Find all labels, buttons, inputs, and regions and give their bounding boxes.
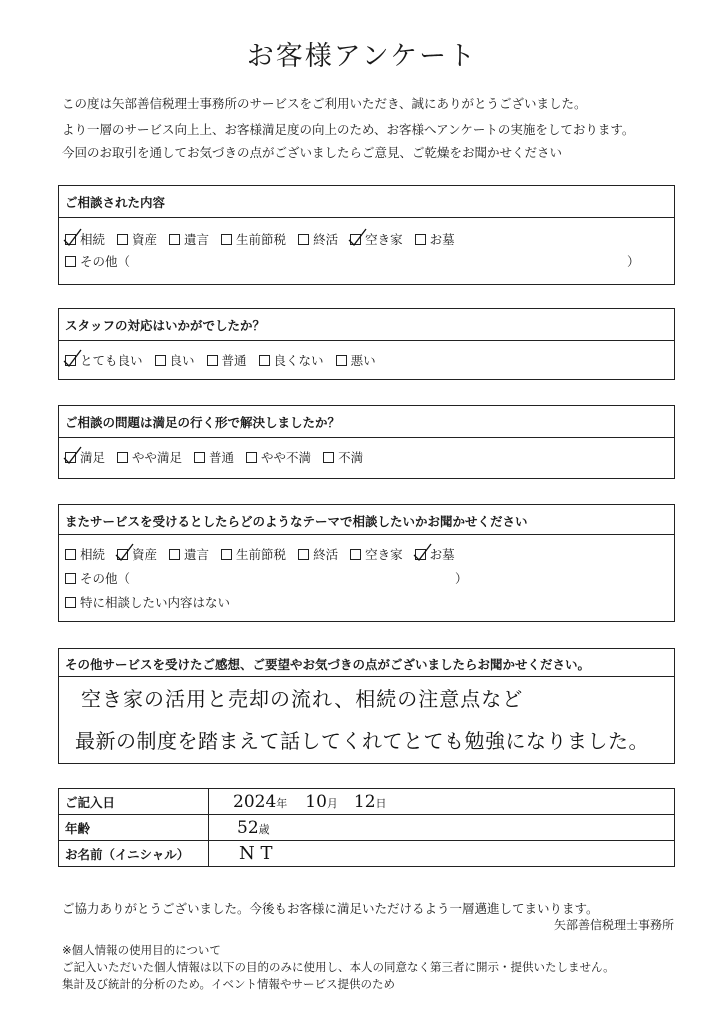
- q1-consultation-topics: [58, 185, 675, 285]
- q4-checkbox-6[interactable]: [415, 549, 426, 560]
- q1-option-label-2: 遺言: [184, 232, 210, 247]
- q4-option-1[interactable]: [117, 545, 157, 563]
- q1-checkbox-1[interactable]: [117, 234, 128, 245]
- q1-option-label-1: 資産: [132, 232, 158, 247]
- q5-answer-line-2: 最新の制度を踏まえて話してくれてとても勉強になりました。: [75, 729, 649, 753]
- q1-option-3[interactable]: [221, 230, 286, 248]
- q4-option-label-1: 資産: [132, 547, 158, 562]
- date-field[interactable]: [209, 789, 675, 815]
- q1-checkbox-3[interactable]: [221, 234, 232, 245]
- q4-checkbox-0[interactable]: [65, 549, 76, 560]
- privacy-title: ※個人情報の使用目的について: [62, 943, 221, 957]
- q4-none-checkbox[interactable]: [65, 597, 76, 608]
- q1-option-1[interactable]: [117, 230, 157, 248]
- q1-title: ご相談された内容: [65, 195, 166, 210]
- q4-checkbox-1[interactable]: [117, 549, 128, 560]
- q1-options: [65, 230, 467, 248]
- q2-option-label-2: 普通: [221, 353, 247, 368]
- check-mark-icon: [62, 227, 82, 247]
- q1-checkbox-4[interactable]: [298, 234, 309, 245]
- q4-title: またサービスを受けるとしたらどのようなテーマで相談したいかお聞かせください: [65, 514, 528, 529]
- age-label: 年齢: [59, 815, 209, 841]
- q2-option-0[interactable]: [65, 351, 143, 369]
- date-year: 2024: [233, 791, 277, 812]
- office-name: 矢部善信税理士事務所: [553, 918, 674, 932]
- q4-option-label-2: 遺言: [184, 547, 210, 562]
- q4-header: [59, 505, 674, 535]
- q3-option-label-3: やや不満: [261, 450, 312, 465]
- q1-checkbox-6[interactable]: [415, 234, 426, 245]
- privacy-line-1: ご記入いただいた個人情報は以下の目的のみに使用し、本人の同意なく第三者に開示・提供いたしません。: [62, 960, 615, 974]
- name-field[interactable]: [209, 841, 675, 867]
- q3-option-0[interactable]: [65, 448, 105, 466]
- q4-checkbox-4[interactable]: [298, 549, 309, 560]
- q1-other-checkbox[interactable]: [65, 256, 76, 267]
- intro-line-3: 今回のお取引を通してお気づきの点がございましたらご意見、ご乾燥をお聞かせください: [62, 145, 563, 160]
- respondent-info-table: [58, 788, 675, 867]
- q2-option-label-1: 良い: [169, 353, 195, 368]
- q2-option-1[interactable]: [155, 351, 195, 369]
- q2-option-3[interactable]: [259, 351, 324, 369]
- q4-none-row: [65, 593, 230, 611]
- q4-other-checkbox[interactable]: [65, 573, 76, 584]
- q3-checkbox-3[interactable]: [246, 452, 257, 463]
- check-mark-icon: [114, 542, 134, 562]
- check-mark-icon: [62, 445, 82, 465]
- q2-checkbox-3[interactable]: [259, 355, 270, 366]
- q2-checkbox-1[interactable]: [155, 355, 166, 366]
- thanks-message: ご協力ありがとうございました。今後もお客様に満足いただけるよう一層邁進してまいります。: [62, 901, 599, 916]
- q3-option-1[interactable]: [117, 448, 182, 466]
- q2-option-label-0: とても良い: [80, 353, 143, 368]
- q4-none-label: 特に相談したい内容はない: [80, 595, 231, 610]
- q5-header: [59, 649, 674, 677]
- intro-line-1: この度は矢部善信税理士事務所のサービスをご利用いただき、誠にありがとうございました。: [62, 96, 587, 111]
- day-unit: 日: [375, 796, 387, 810]
- q4-option-5[interactable]: [350, 545, 403, 563]
- q3-option-2[interactable]: [194, 448, 234, 466]
- year-unit: 年: [276, 796, 288, 810]
- q2-checkbox-0[interactable]: [65, 355, 76, 366]
- q3-option-4[interactable]: [323, 448, 363, 466]
- page-title: お客様アンケート: [246, 41, 478, 72]
- q4-option-4[interactable]: [298, 545, 338, 563]
- q2-option-4[interactable]: [336, 351, 376, 369]
- q4-checkbox-3[interactable]: [221, 549, 232, 560]
- q5-answer-line-1: 空き家の活用と売却の流れ、相続の注意点など: [81, 687, 524, 711]
- q1-checkbox-2[interactable]: [169, 234, 180, 245]
- q1-option-label-5: 空き家: [365, 232, 403, 247]
- age-unit: 歳: [258, 822, 270, 836]
- check-mark-icon: [347, 227, 367, 247]
- date-day: 12: [353, 791, 376, 812]
- q2-header: [59, 309, 674, 341]
- q4-option-0[interactable]: [65, 545, 105, 563]
- info-row-name: [59, 841, 675, 867]
- q4-option-label-6: お墓: [429, 547, 455, 562]
- q1-option-4[interactable]: [298, 230, 338, 248]
- q1-option-label-4: 終活: [313, 232, 339, 247]
- q1-header: [59, 186, 674, 218]
- q1-option-2[interactable]: [169, 230, 209, 248]
- q3-resolution: [58, 405, 675, 479]
- q3-title: ご相談の問題は満足の行く形で解決しましたか？: [65, 415, 341, 430]
- q1-option-5[interactable]: [350, 230, 403, 248]
- q2-title: スタッフの対応はいかがでしたか？: [65, 318, 266, 333]
- age-field[interactable]: [209, 815, 675, 841]
- info-row-date: [59, 789, 675, 815]
- q4-option-label-4: 終活: [313, 547, 339, 562]
- q1-option-label-6: お墓: [429, 232, 455, 247]
- q4-other-label: その他（: [80, 571, 131, 586]
- q2-option-2[interactable]: [207, 351, 247, 369]
- name-label: お名前（イニシャル）: [59, 841, 209, 867]
- q4-option-3[interactable]: [221, 545, 286, 563]
- q4-checkbox-5[interactable]: [350, 549, 361, 560]
- q1-other-label: その他（: [80, 254, 131, 269]
- info-row-age: [59, 815, 675, 841]
- q4-other-row: [65, 569, 130, 587]
- q3-checkbox-4[interactable]: [323, 452, 334, 463]
- q1-option-6[interactable]: [415, 230, 455, 248]
- q2-option-label-3: 良くない: [273, 353, 324, 368]
- q3-checkbox-0[interactable]: [65, 452, 76, 463]
- q4-future-topics: [58, 504, 675, 622]
- q4-option-label-3: 生前節税: [236, 547, 287, 562]
- q3-option-3[interactable]: [246, 448, 311, 466]
- q1-option-label-3: 生前節税: [236, 232, 287, 247]
- q3-checkbox-1[interactable]: [117, 452, 128, 463]
- date-label: ご記入日: [59, 789, 209, 815]
- q4-option-6[interactable]: [415, 545, 455, 563]
- q3-checkbox-2[interactable]: [194, 452, 205, 463]
- q2-options: [65, 351, 388, 369]
- intro-line-2: より一層のサービス向上上、お客様満足度の向上のため、お客様へアンケートの実施をしております。: [62, 122, 635, 137]
- month-unit: 月: [326, 796, 338, 810]
- q3-option-label-4: 不満: [338, 450, 364, 465]
- date-month: 10: [305, 791, 327, 812]
- q3-options: [65, 448, 375, 466]
- privacy-line-2: 集計及び統計的分析のため。イベント情報やサービス提供のため: [62, 977, 396, 991]
- q1-checkbox-5[interactable]: [350, 234, 361, 245]
- q2-option-label-4: 悪い: [350, 353, 376, 368]
- q3-option-label-1: やや満足: [132, 450, 183, 465]
- q5-comments: [58, 648, 675, 764]
- q5-title: その他サービスを受けたご感想、ご要望やお気づきの点がございましたらお聞かせください。: [65, 657, 591, 672]
- q1-checkbox-0[interactable]: [65, 234, 76, 245]
- q4-other-close: ）: [455, 571, 468, 586]
- check-mark-icon: [62, 348, 82, 368]
- q3-option-label-0: 満足: [80, 450, 106, 465]
- age-value: 52: [237, 817, 259, 838]
- q1-option-0[interactable]: [65, 230, 105, 248]
- q4-option-label-5: 空き家: [365, 547, 403, 562]
- q1-option-label-0: 相続: [80, 232, 106, 247]
- q4-option-2[interactable]: [169, 545, 209, 563]
- q4-options: [65, 545, 467, 563]
- q2-checkbox-2[interactable]: [207, 355, 218, 366]
- q2-staff-response: [58, 308, 675, 380]
- q1-other-row: [65, 252, 130, 270]
- q2-checkbox-4[interactable]: [336, 355, 347, 366]
- q3-option-label-2: 普通: [209, 450, 235, 465]
- q4-checkbox-2[interactable]: [169, 549, 180, 560]
- name-value: N T: [239, 843, 273, 864]
- check-mark-icon: [412, 542, 432, 562]
- q1-other-close: ）: [627, 254, 640, 269]
- q3-header: [59, 406, 674, 438]
- q4-option-label-0: 相続: [80, 547, 106, 562]
